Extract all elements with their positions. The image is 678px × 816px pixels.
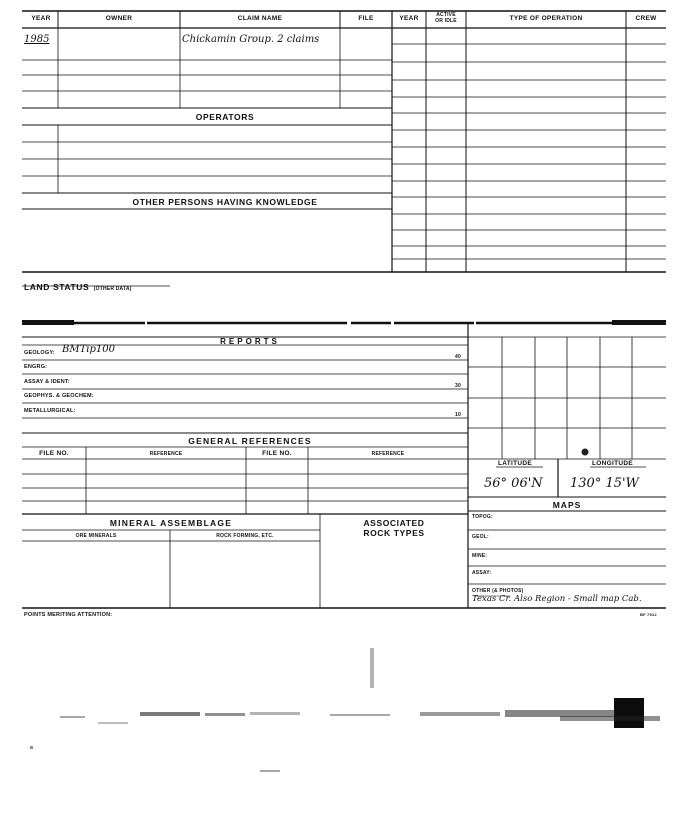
header-owner: OWNER [105,15,133,22]
general-references-title: GENERAL REFERENCES [188,436,312,446]
header-year: YEAR [31,15,51,22]
report-num-30: 30 [455,383,461,389]
entry-claim-name: Chickamin Group. 2 claims [182,34,320,45]
land-status-note: (OTHER DATA) [93,286,132,292]
header-crew: CREW [635,15,657,22]
report-geology-label: GEOLOGY: [24,350,55,356]
header-claim-name: CLAIM NAME [237,15,283,22]
form-number: BF 7912 [640,612,657,617]
points-meriting-attention: POINTS MERITING ATTENTION: [24,612,113,618]
latitude-value: 56° 06'N [484,476,543,491]
rock-forming-header: ROCK FORMING, ETC. [216,533,274,539]
land-status [24,277,132,295]
header-type-of-operation: TYPE OF OPERATION [509,15,583,22]
maps-title: MAPS [552,500,582,510]
operators-title: OPERATORS [195,112,255,122]
report-geology-value: BMTip100 [62,344,115,355]
ore-minerals-header: ORE MINERALS [75,533,117,539]
maps-assay-label: ASSAY: [472,570,492,576]
header-or-idle: OR IDLE [435,18,457,24]
genref-header-reference-1: REFERENCE [149,451,183,457]
header-year-2: YEAR [399,15,419,22]
other-persons-title: OTHER PERSONS HAVING KNOWLEDGE [132,197,318,207]
genref-header-file-no-2: FILE NO. [262,450,292,457]
maps-geol-label: GEOL: [472,534,489,540]
associated-header: ASSOCIATED [363,518,425,528]
latitude-label: LATITUDE [498,460,533,467]
maps-other-value: Texas Cr. Also Region - Small map Cab. [472,594,642,604]
reports-title: REPORTS [220,337,280,346]
report-assay-label: ASSAY & IDENT: [24,379,70,385]
report-metallurgical-label: METALLURGICAL: [24,408,76,414]
header-file: FILE [358,15,374,22]
land-status-label: LAND STATUS [24,282,90,292]
longitude-value: 130° 15'W [570,476,639,491]
report-engrg-label: ENGRG: [24,364,48,370]
maps-mine-label: MINE: [472,553,488,559]
rock-types-header: ROCK TYPES [363,528,425,538]
report-num-40: 40 [455,354,461,360]
entry-year: 1985 [24,34,50,45]
report-num-10: 10 [455,412,461,418]
report-geophys-label: GEOPHYS. & GEOCHEM: [24,393,94,399]
genref-header-reference-2: REFERENCE [371,451,405,457]
maps-other-label: OTHER (& PHOTOS) [472,588,524,594]
genref-header-file-no-1: FILE NO. [39,450,69,457]
mineral-assemblage-title: MINERAL ASSEMBLAGE [109,518,233,528]
header-active: ACTIVE [436,12,456,18]
longitude-label: LONGITUDE [592,460,633,467]
maps-topog-label: TOPOG: [472,514,493,520]
